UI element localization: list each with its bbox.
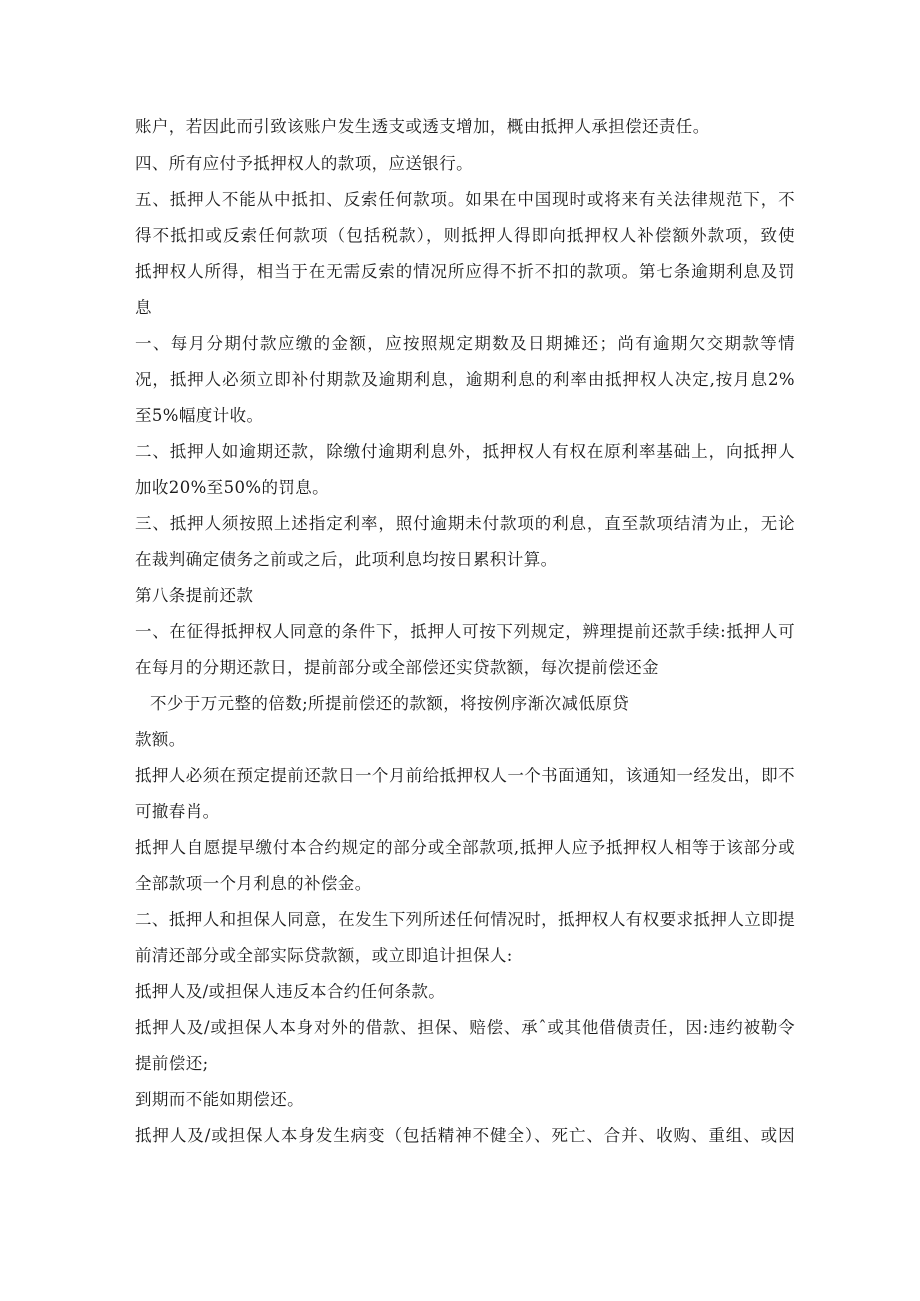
- paragraph-line: 一、每月分期付款应缴的金额，应按照规定期数及日期摊还；尚有逾期欠交期款等情: [135, 334, 795, 353]
- paragraph-line: 息: [135, 298, 152, 317]
- paragraph-line: 况，抵押人必须立即补付期款及逾期利息，逾期利息的利率由抵押权人决定,按月息2%: [135, 370, 795, 389]
- paragraph-line: 在裁判确定债务之前或之后，此项利息均按日累积计算。: [135, 550, 558, 569]
- paragraph-line: 抵押人必须在预定提前还款日一个月前给抵押权人一个书面通知，该通知一经发出，即不: [135, 766, 795, 785]
- paragraph-line: 至5%幅度计收。: [135, 406, 264, 425]
- paragraph-line: 款额。: [135, 730, 186, 749]
- paragraph-line: 可撤春肖。: [135, 802, 220, 821]
- section-heading: 第八条提前还款: [135, 586, 254, 605]
- paragraph-line: 抵押人及/或担保人本身发生病变（包括精神不健全）、死亡、合并、收购、重组、或因: [135, 1126, 795, 1145]
- paragraph-line: 在每月的分期还款日，提前部分或全部偿还实贷款额，每次提前偿还金: [135, 658, 659, 677]
- paragraph-line: 抵押人及/或担保人本身对外的借款、担保、赔偿、承ˆ或其他借债责任，因:违约被勒令: [135, 1018, 795, 1037]
- paragraph-line: 抵押人及/或担保人违反本合约任何条款。: [135, 982, 446, 1001]
- paragraph-line: 二、抵押人和担保人同意，在发生下列所述任何情况时，抵押权人有权要求抵押人立即提: [135, 910, 795, 929]
- paragraph-line: 二、抵押人如逾期还款，除缴付逾期利息外，抵押权人有权在原利率基础上，向抵押人: [135, 442, 795, 461]
- paragraph-line: 提前偿还;: [135, 1054, 209, 1073]
- paragraph-line: 三、抵押人须按照上述指定利率，照付逾期未付款项的利息，直至款项结清为止，无论: [135, 514, 795, 533]
- paragraph-line: 抵押权人所得，相当于在无需反索的情况所应得不折不扣的款项。第七条逾期利息及罚: [135, 262, 795, 281]
- paragraph-line: 四、所有应付予抵押权人的款项，应送银行。: [135, 154, 473, 173]
- paragraph-line: 不少于万元整的倍数;所提前偿还的款额，将按例序渐次减低原贷: [150, 694, 630, 713]
- paragraph-line: 全部款项一个月利息的补偿金。: [135, 874, 372, 893]
- paragraph-line: 到期而不能如期偿还。: [135, 1090, 304, 1109]
- paragraph-line: 账户，若因此而引致该账户发生透支或透支增加，概由抵押人承担偿还责任。: [135, 117, 710, 136]
- paragraph-line: 五、抵押人不能从中抵扣、反索任何款项。如果在中国现时或将来有关法律规范下，不: [135, 190, 795, 209]
- paragraph-line: 一、在征得抵押权人同意的条件下，抵押人可按下列规定，辨理提前还款手续:抵押人可: [135, 622, 795, 641]
- paragraph-line: 抵押人自愿提早缴付本合约规定的部分或全部款项,抵押人应予抵押权人相等于该部分或: [135, 838, 795, 857]
- paragraph-line: 加收20%至50%的罚息。: [135, 478, 330, 497]
- paragraph-line: 得不抵扣或反索任何款项（包括税款），则抵押人得即向抵押权人补偿额外款项，致使: [135, 226, 795, 245]
- paragraph-line: 前清还部分或全部实际贷款额，或立即追计担保人:: [135, 946, 513, 965]
